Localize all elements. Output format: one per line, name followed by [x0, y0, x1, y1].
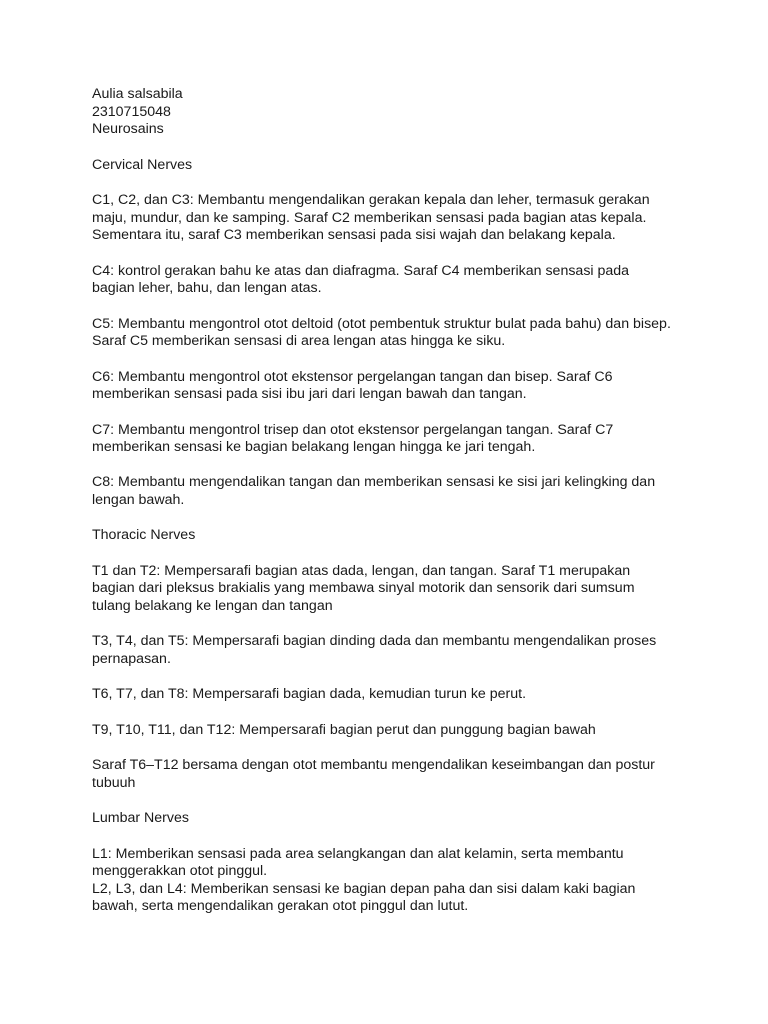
paragraph-c6 — [92, 369, 702, 404]
section-heading: Cervical Nerves — [92, 156, 193, 173]
paragraph-t9-t12 — [92, 722, 702, 740]
section-heading-thoracic — [92, 527, 702, 545]
paragraph-line: memberikan sensasi pada sisi ibu jari dari lengan bawah dan tangan. — [92, 386, 527, 403]
paragraph-line: L1: Memberikan sensasi pada area selangkangan dan alat kelamin, serta membantu — [92, 845, 624, 862]
paragraph-c8 — [92, 474, 702, 509]
paragraph-t3-t5 — [92, 633, 702, 668]
paragraph-line: T6, T7, dan T8: Mempersarafi bagian dada, kemudian turun ke perut. — [92, 686, 527, 703]
section-heading-lumbar — [92, 810, 702, 828]
author-block — [92, 86, 702, 139]
paragraph-l1 — [92, 846, 702, 881]
paragraph-line: L2, L3, dan L4: Memberikan sensasi ke bagian depan paha dan sisi dalam kaki bagian — [92, 880, 636, 897]
paragraph-line: bawah, serta mengendalikan gerakan otot pinggul dan lutut. — [92, 898, 469, 915]
paragraph-line: menggerakkan otot pinggul. — [92, 863, 268, 880]
paragraph-line: Saraf C5 memberikan sensasi di area lengan atas hingga ke siku. — [92, 333, 506, 350]
paragraph-line: Saraf T6–T12 bersama dengan otot membantu mengendalikan keseimbangan dan postur — [92, 757, 655, 774]
paragraph-line: tulang belakang ke lengan dan tangan — [92, 598, 333, 615]
paragraph-line: maju, mundur, dan ke samping. Saraf C2 memberikan sensasi pada bagian atas kepala. — [92, 209, 647, 226]
paragraph-line: C8: Membantu mengendalikan tangan dan memberikan sensasi ke sisi jari kelingking dan — [92, 474, 656, 491]
paragraph-line: C5: Membantu mengontrol otot deltoid (otot pembentuk struktur bulat pada bahu) dan bisep. — [92, 315, 671, 332]
paragraph-c4 — [92, 263, 702, 298]
paragraph-line: pernapasan. — [92, 651, 171, 668]
paragraph-t1-t2 — [92, 563, 702, 616]
paragraph-line: bagian leher, bahu, dan lengan atas. — [92, 280, 322, 297]
paragraph-line: T1 dan T2: Mempersarafi bagian atas dada, lengan, dan tangan. Saraf T1 merupakan — [92, 562, 631, 579]
section-heading: Thoracic Nerves — [92, 527, 196, 544]
paragraph-l2-l4 — [92, 881, 702, 916]
document-page — [92, 86, 702, 916]
paragraph-line: memberikan sensasi ke bagian belakang lengan hingga ke jari tengah. — [92, 439, 536, 456]
author-name: Aulia salsabila — [92, 86, 183, 102]
student-id: 2310715048 — [92, 103, 171, 120]
section-heading-cervical — [92, 157, 702, 175]
paragraph-line: T9, T10, T11, dan T12: Mempersarafi bagian perut dan punggung bagian bawah — [92, 721, 596, 738]
paragraph-line: T3, T4, dan T5: Mempersarafi bagian dinding dada dan membantu mengendalikan proses — [92, 633, 657, 650]
paragraph-line: bagian dari pleksus brakialis yang membawa sinyal motorik dan sensorik dari sumsum — [92, 580, 635, 597]
course-name: Neurosains — [92, 121, 164, 138]
paragraph-c1-c3 — [92, 192, 702, 245]
paragraph-line: C1, C2, dan C3: Membantu mengendalikan gerakan kepala dan leher, termasuk gerakan — [92, 191, 650, 208]
paragraph-line: C7: Membantu mengontrol trisep dan otot ekstensor pergelangan tangan. Saraf C7 — [92, 421, 614, 438]
paragraph-c7 — [92, 422, 702, 457]
section-heading: Lumbar Nerves — [92, 810, 189, 827]
paragraph-c5 — [92, 316, 702, 351]
paragraph-line: Sementara itu, saraf C3 memberikan sensasi pada sisi wajah dan belakang kepala. — [92, 227, 616, 244]
paragraph-line: lengan bawah. — [92, 492, 185, 509]
paragraph-t6-t8 — [92, 686, 702, 704]
paragraph-line: C6: Membantu mengontrol otot ekstensor pergelangan tangan dan bisep. Saraf C6 — [92, 368, 613, 385]
paragraph-t6-t12 — [92, 757, 702, 792]
paragraph-line: tubuuh — [92, 774, 136, 791]
paragraph-line: C4: kontrol gerakan bahu ke atas dan diafragma. Saraf C4 memberikan sensasi pada — [92, 262, 630, 279]
